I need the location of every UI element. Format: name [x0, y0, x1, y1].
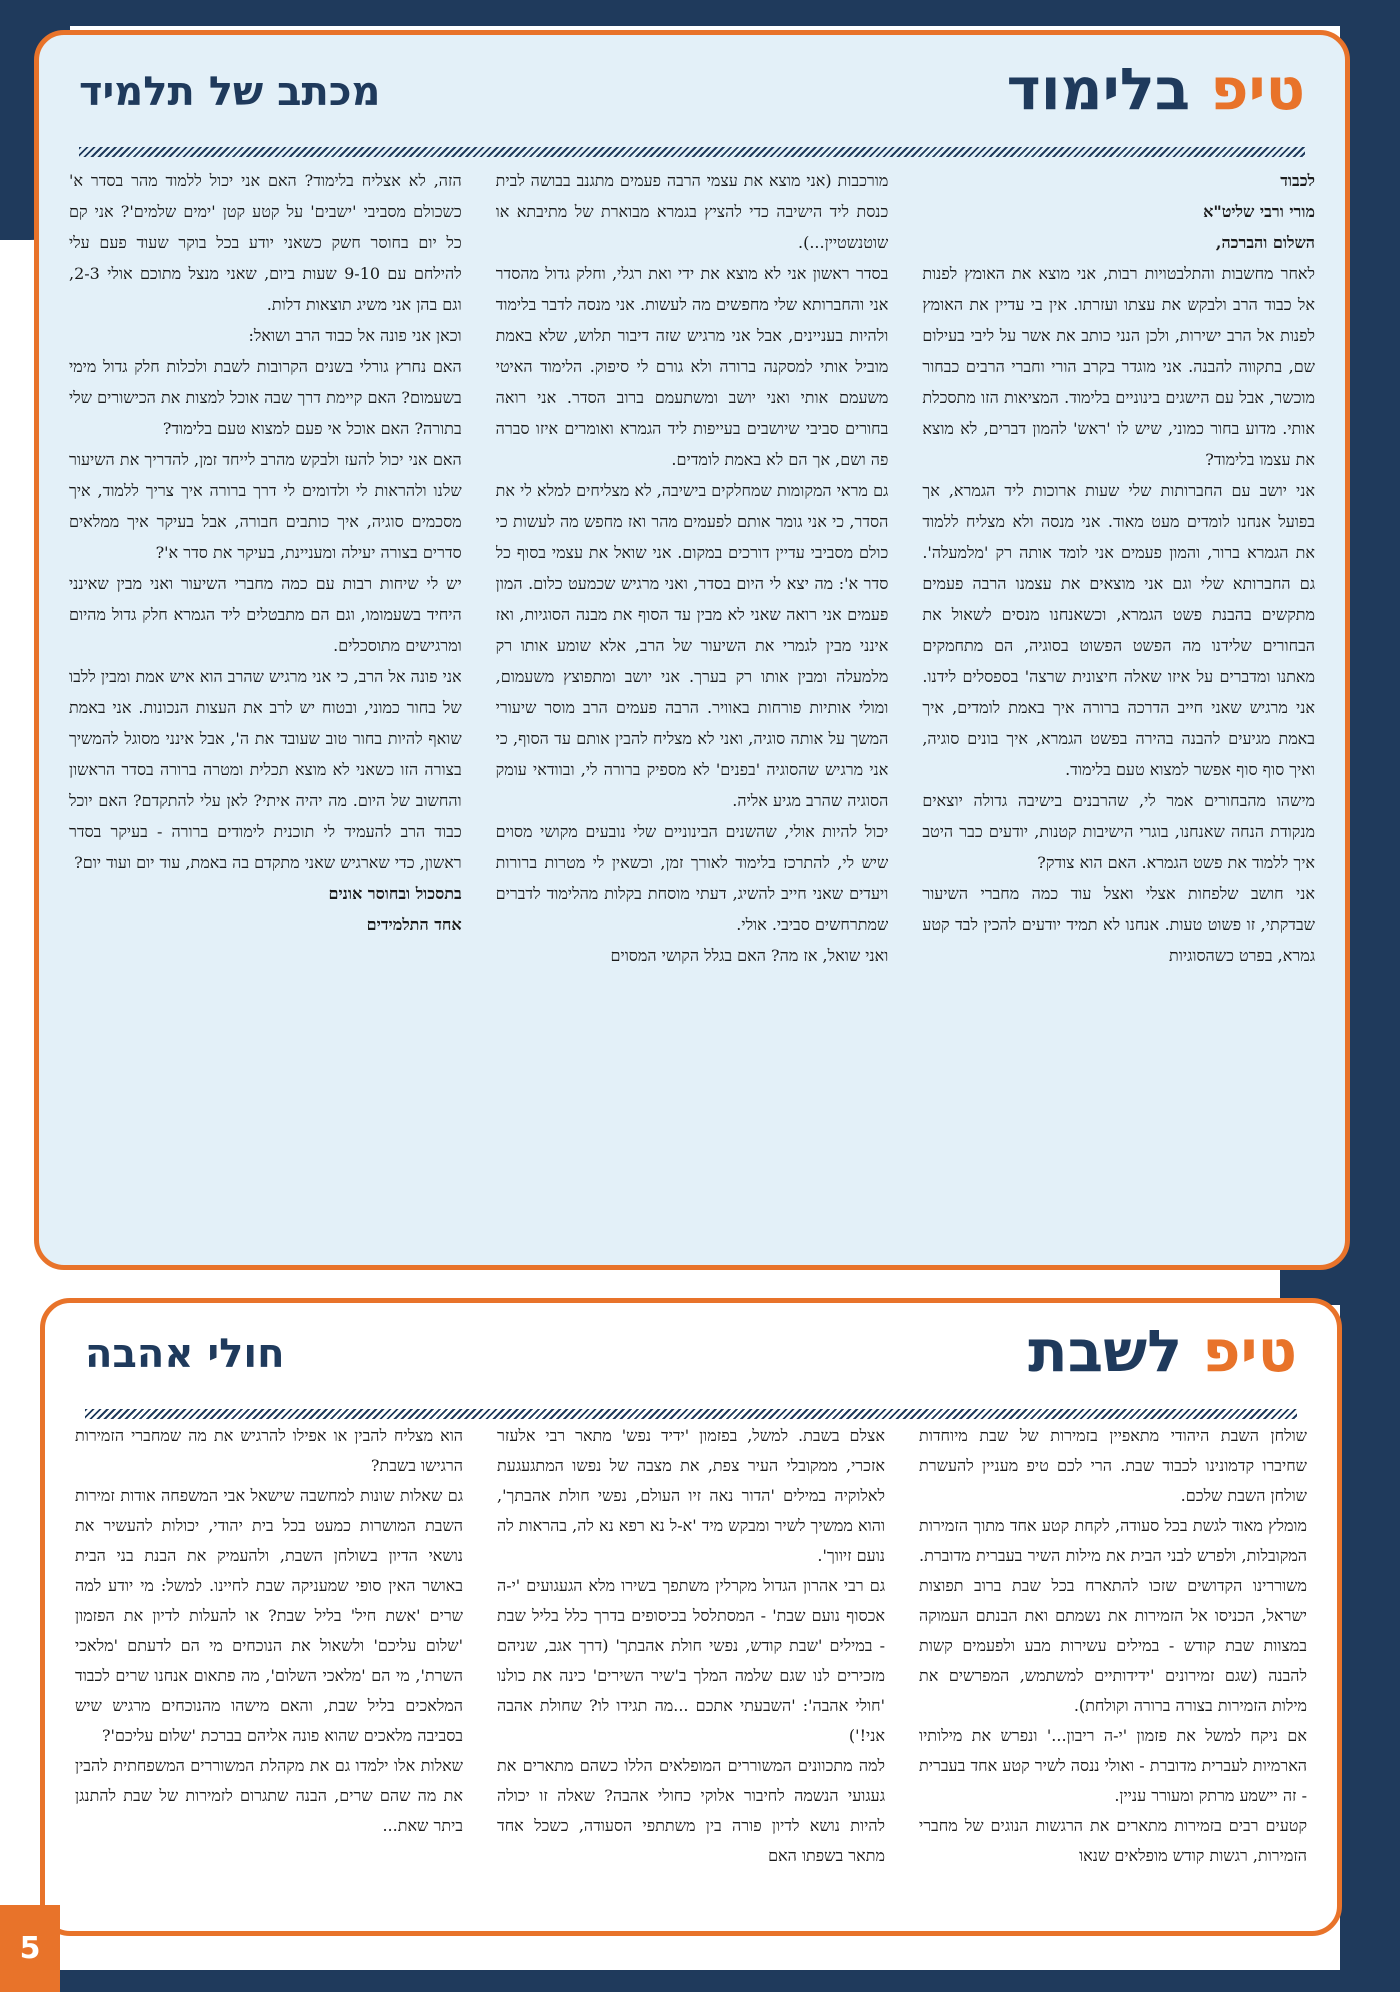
paragraph: יכול להיות אולי, שהשנים הבינוניים שלי נובעים מקושי מסוים שיש לי, להתרכז בלימוד לאורך זמן, וכשאין לי מטרות ברורות ויעדים שאני חייב להשיג, דעתי מוסחת בקלות מהלימוד לדברים שמתרחשים סביבי. אולי. [495, 822, 889, 934]
bottom-navy-band [0, 1970, 1400, 1992]
paragraph: אם ניקח למשל את פזמון 'י-ה ריבון...' ונפרש את מילותיו הארמיות לעברית מדוברת - ואולי ננסה לשיר קטע אחד בעברית - זה יישמע מרתק ומעורר עניין. [919, 1726, 1307, 1805]
study-tip-header [79, 55, 1305, 145]
text-column [922, 165, 1315, 1241]
shabbat-tip-panel [40, 1298, 1342, 1936]
shabbat-tip-title-accent: טיפ [1202, 1317, 1297, 1385]
paragraph: יש לי שיחות רבות עם כמה מחברי השיעור ואני מבין שאינני היחיד בשעמומו, וגם הם מתבטלים ליד הגמרא חלק גדול מהיום ומרגישים מתוסכלים. [68, 574, 462, 655]
text-column [919, 1421, 1307, 1913]
study-tip-title-main: בלימוד [1006, 55, 1191, 123]
paragraph: הזה, לא אצליח בלימוד? האם אני יכול ללמוד מהר בסדר א' כשכולם מסביבי 'ישבים' על קטע קטן 'ימים שלמים'? אני קם כל יום בחוסר חשק כשאני יודע בכל בוקר שעוד פעם עלי להילחם עם 9-10 שעות ביום, שאני מנצל מתוכם אולי 2-3, וגם בהן אני משיג תוצאות דלות. [68, 171, 462, 314]
paragraph: השלום והברכה, [1215, 233, 1315, 252]
paragraph: אני חושב שלפחות אצלי ואצל עוד כמה מחברי השיעור שבדקתי, זו פשוט טעות. אנחנו לא תמיד יודעים להכין לבד קטע גמרא, בפרט כשהסוגיות [922, 884, 1315, 965]
text-column [497, 1421, 885, 1913]
shabbat-tip-title [1028, 1317, 1297, 1385]
header-divider [85, 1409, 1297, 1419]
page-number: 5 [0, 1905, 60, 1992]
paragraph: מורכבות (אני מוצא את עצמי הרבה פעמים מתגנב בבושה לבית כנסת ליד הישיבה כדי להציץ בגמרא מבוארת של מתיבתא או שוטנשטיין...). [495, 171, 889, 252]
paragraph: גם רבי אהרון הגדול מקרלין משתפך בשירו מלא הגעגועים 'י-ה אכסוף נועם שבת' - המסתלסל בכיסופים בדרך כלל בליל שבת - במילים 'שבת קודש, נפשי חולת אהבתך' (דרך אגב, שניהם מזכירים לנו שגם שלמה המלך ב'שיר השירים' כינה את כולנו 'חולי אהבה': 'השבעתי אתכם ...מה תגידו לו? שחולת אהבה אני!') [497, 1576, 885, 1745]
paragraph: גם מראי המקומות שמחלקים בישיבה, לא מצליחים למלא לי את הסדר, כי אני גומר אותם לפעמים מהר ואז מחפש מה לעשות כי כולם מסביבי עדיין דורכים במקום. אני שואל את עצמי בסוף כל סדר א': מה יצא לי היום בסדר, ואני מרגיש שכמעט כלום. המון פעמים אני רואה שאני לא מבין עד הסוף את מבנה הסוגיות, ואז אינני מבין לגמרי את השיעור של הרב, אלא שומע אותו רק מלמעלה ומבין אותו רק בערך. אני יושב ומתפוצץ משעמום, ומולי אותיות פורחות באוויר. הרבה פעמים הרב מוסר שיעורי המשך על אותה סוגיה, ואני לא מצליח להבין אותם עד הסוף, כי אני מרגיש שהסוגיה 'בפנים' לא מספיק ברורה לי, ובוודאי עומק הסוגיה שהרב מגיע אליה. [495, 481, 889, 810]
paragraph: קטעים רבים בזמירות מתארים את הרגשות הנוגים של מחברי הזמירות, רגשות קודש מופלאים שנאו [919, 1816, 1307, 1865]
paragraph: למה מתכוונים המשוררים המופלאים הללו כשהם מתארים את געגועי הנשמה לחיבור אלוקי כחולי אהבה? שאלה זו יכולה להיות נושא לדיון פורה בין משתתפי הסעודה, כשכל אחד מתאר בשפתו האם [497, 1756, 885, 1865]
shabbat-tip-subtitle: חולי אהבה [85, 1331, 285, 1377]
study-tip-subtitle: מכתב של תלמיד [79, 69, 381, 115]
paragraph: האם אני יכול להעז ולבקש מהרב לייחד זמן, להדריך את השיעור שלנו ולהראות לי ולדומים לי דרך ברורה איך צריך ללמוד, איך מסכמים סוגיה, איך כותבים חבורה, אבל בעיקר איך ממלאים סדרים בצורה יעילה ומעניינת, בעיקר את סדר א'? [68, 450, 462, 562]
paragraph: שולחן השבת היהודי מתאפיין בזמירות של שבת מיוחדות שחיברו קדמונינו לכבוד שבת. הרי לכם טיפ מעניין להעשרת שולחן השבת שלכם. [919, 1426, 1307, 1505]
paragraph: מורי ורבי שליט"א [1203, 202, 1315, 221]
top-navy-band [0, 0, 1400, 26]
paragraph: וכאן אני פונה אל כבוד הרב ושואל: [248, 326, 462, 345]
text-column [75, 1421, 463, 1913]
paragraph: לאחר מחשבות והתלבטויות רבות, אני מוצא את האומץ לפנות אל כבוד הרב ולבקש את עצתו ועזרתו. אין בי עדיין את האומץ לפנות אל הרב ישירות, ולכן הנני כותב את אשר על ליבי בעילום שם, בתקווה להבנה. אני מוגדר בקרב הורי וחברי הרבים כבחור מוכשר, אבל עם הישגים בינוניים בלימוד. המציאות הזו מתסכלת אותי. מדוע בחור כמוני, שיש לו 'ראש' להמון דברים, לא מוצא את עצמו בלימוד? [922, 264, 1315, 469]
study-tip-title-accent: טיפ [1210, 55, 1305, 123]
study-tip-columns [69, 165, 1315, 1241]
shabbat-tip-title-main: לשבת [1028, 1317, 1183, 1385]
paragraph: האם נחרץ גורלי בשנים הקרובות לשבת ולכלות חלק גדול מימי בשעמום? האם קיימת דרך שבה אוכל למצות את הכישורים שלי בתורה? האם אוכל אי פעם למצוא טעם בלימוד? [68, 357, 462, 438]
study-tip-panel [34, 30, 1350, 1270]
paragraph: אני יושב עם החברותות שלי שעות ארוכות ליד הגמרא, אך בפועל אנחנו לומדים מעט מאוד. אני מנסה ולא מצליח ללמוד את הגמרא ברור, והמון פעמים אני לומד אותה רק 'מלמעלה'. גם החברותא שלי וגם אני מוצאים את עצמנו הרבה פעמים מתקשים בהבנת פשט הגמרא, וכשאנחנו מנסים לשאול את הבחורים שלידנו מה הפשט הפשוט בסוגיה, הם מתחמקים מאתנו ומדברים על איזו שאלה חיצונית שרצה' בספסלים לידנו. אני מרגיש שאני חייב הדרכה ברורה איך באמת לומדים, איך באמת מגיעים להבנה בהירה בפשט הגמרא, איך בונים סוגיה, ואיך סוף סוף אפשר למצוא טעם בלימוד. [922, 481, 1315, 779]
paragraph: לכבוד [1280, 171, 1315, 190]
text-column [69, 165, 462, 1241]
paragraph: גם שאלות שונות למחשבה שישאל אבי המשפחה אודות זמירות השבת המושרות כמעט בכל בית יהודי, יכולות להעשיר את נושאי הדיון בשולחן השבת, ולהעמיק את הבנת בני הבית באושר האין סופי שמעניקה שבת לחיינו. למשל: מי יודע למה שרים 'אשת חיל' בליל שבת? או להעלות לדיון את הפזמון 'שלום עליכם' ולשאול את הנוכחים מי הם לדעתם 'מלאכי השרת', מי הם 'מלאכי השלום', מה פתאום אנחנו שרים לכבוד המלאכים בליל שבת, והאם מישהו מהנוכחים מרגיש שיש בסביבה מלאכים שהוא פונה אליהם בברכת 'שלום עליכם'? [75, 1486, 463, 1745]
paragraph: שאלות אלו ילמדו גם את מקהלת המשוררים המשפחתית להבין את מה שהם שרים, הבנה שתגרום לזמירות של שבת להתנגן ביתר שאת... [75, 1756, 463, 1835]
paragraph: מישהו מהבחורים אמר לי, שהרבנים בישיבה גדולה יוצאים מנקודת הנחה שאנחנו, בוגרי הישיבות קטנות, יודעים כבר היטב איך ללמוד את פשט הגמרא. האם הוא צודק? [922, 791, 1315, 872]
text-column [496, 165, 889, 1241]
paragraph: אני פונה אל הרב, כי אני מרגיש שהרב הוא איש אמת ומבין ללבו של בחור כמוני, ובטוח יש לרב את העצות הנכונות. אני באמת שואף להיות בחור טוב שעובד את ה', אבל אינני מסוגל להמשיך בצורה הזו כשאני לא מוצא תכלית ומטרה ברורה בסדר הראשון והחשוב של היום. מה יהיה איתי? לאן עלי להתקדם? האם יוכל כבוד הרב להעמיד לי תוכנית לימודים ברורה - בעיקר בסדר ראשון, כדי שארגיש שאני מתקדם בה באמת, עוד יום ועוד יום? [68, 667, 462, 872]
paragraph: הוא מצליח להבין או אפילו להרגיש את מה שמחברי הזמירות הרגישו בשבת? [75, 1426, 463, 1475]
shabbat-tip-header [85, 1317, 1297, 1407]
paragraph: בתסכול ובחוסר אונים [328, 884, 462, 903]
shabbat-tip-columns [75, 1421, 1307, 1913]
paragraph: מומלץ מאוד לגשת בכל סעודה, לקחת קטע אחד מתוך הזמירות המקובלות, ולפרש לבני הבית את מילות השיר בעברית מדוברת. משוררינו הקדושים שזכו להתארח בכל שבת ברוב תפוצות ישראל, הכניסו אל הזמירות את נשמתם ואת הבנתם העמוקה במצוות שבת קודש - במילים עשירות מבע ולפעמים קשות להבנה (שגם זמירונים 'ידידותיים למשתמש, המפרשים את מילות הזמירות בצורה ברורה וקולחת). [919, 1516, 1307, 1715]
paragraph: אחד התלמידים [366, 915, 462, 934]
study-tip-title [1007, 55, 1305, 123]
paragraph: בסדר ראשון אני לא מוצא את ידי ואת רגלי, וחלק גדול מהסדר אני והחברותא שלי מחפשים מה לעשות. אני מנסה לדבר בלימוד ולהיות בעניינים, אבל אני מרגיש שזה דיבור תלוש, שלא באמת מוביל אותי למסקנה ברורה ולא גורם לי סיפוק. הלימוד האיטי משעמם אותי ואני יושב ומשתעמם ברוב הסדר. אני רואה בחורים סביבי שיושבים בעייפות ליד הגמרא ואומרים איזו סברה פה ושם, אך הם לא באמת לומדים. [495, 264, 889, 469]
header-divider [79, 147, 1305, 157]
paragraph: אצלם בשבת. למשל, בפזמון 'ידיד נפש' מתאר רבי אלעזר אזכרי, ממקובלי העיר צפת, את מצבה של נפשו המתגעגעת לאלוקיה במילים 'הדור נאה זיו העולם, נפשי חולת אהבתך', והוא ממשיך לשיר ומבקש מיד 'א-ל נא רפא נא לה, בהראות לה נועם זיווך'. [497, 1426, 885, 1565]
paragraph: ואני שואל, אז מה? האם בגלל הקושי המסוים [610, 946, 889, 965]
